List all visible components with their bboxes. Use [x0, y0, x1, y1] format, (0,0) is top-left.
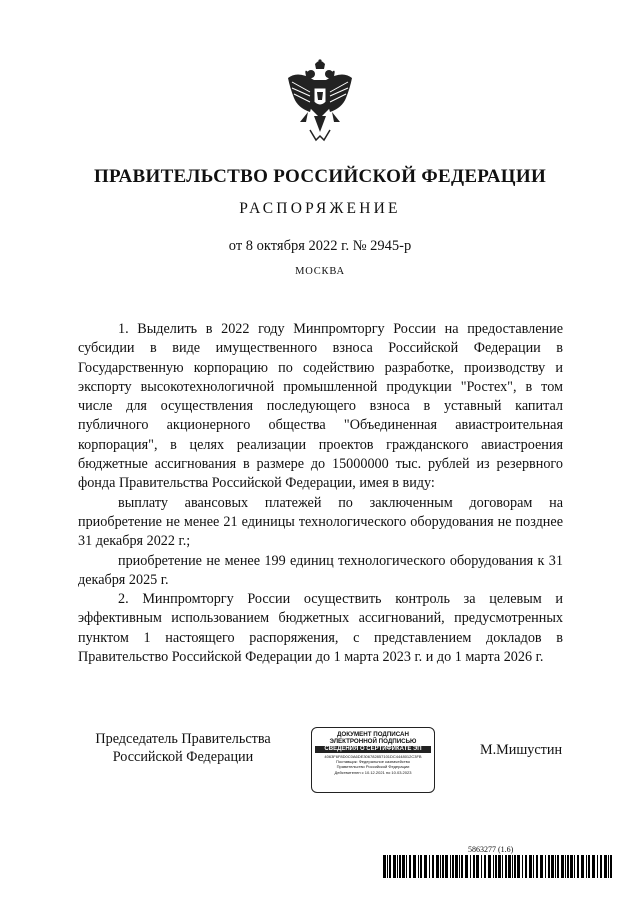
barcode-bar — [476, 855, 479, 878]
barcode-bar — [567, 855, 569, 878]
barcode-bar — [586, 855, 587, 878]
barcode-bar — [522, 855, 523, 878]
barcode-bar — [555, 855, 556, 878]
barcode-bar — [536, 855, 538, 878]
barcode-bar — [452, 855, 454, 878]
barcode-bar — [488, 855, 491, 878]
barcode-bar — [557, 855, 559, 878]
barcode-bar — [402, 855, 405, 878]
signatory-role-line: Российской Федерации — [112, 749, 254, 765]
russian-coat-of-arms-icon — [284, 58, 356, 148]
barcode-bar — [529, 855, 532, 878]
document-type: РАСПОРЯЖЕНИЕ — [239, 200, 401, 217]
stamp-supplier: Поставщик: Федеральное казначейство — [336, 759, 410, 765]
barcode-bar — [473, 855, 475, 878]
signatory-role — [78, 730, 288, 766]
barcode-bar — [432, 855, 434, 878]
barcode-bar — [540, 855, 543, 878]
stamp-owner: Правительство Российской Федерации — [336, 764, 410, 770]
barcode-bar — [592, 855, 595, 878]
stamp-validity: Действителен с 10.12.2021 по 10.03.2023 — [334, 769, 412, 775]
electronic-signature-stamp — [311, 727, 435, 793]
document-code: 5863277 (1.6) — [468, 845, 514, 854]
barcode-bar — [514, 855, 516, 878]
barcode-bar — [418, 855, 419, 878]
barcode-bar — [570, 855, 573, 878]
barcode-bar — [461, 855, 463, 878]
document-date-number: от 8 октября 2022 г. № 2945-р — [228, 238, 412, 254]
stamp-serial: 4063F6F8D0C0A6DE306782857101DC4448012C3FB — [324, 754, 422, 759]
document-city: МОСКВА — [295, 266, 345, 277]
barcode-bar — [424, 855, 427, 878]
barcode-bar — [465, 855, 468, 878]
barcode-bar — [517, 855, 520, 878]
stamp-certificate-bar: СВЕДЕНИЯ О СЕРТИФИКАТЕ ЭП — [315, 746, 431, 753]
paragraph: выплату авансовых платежей по заключенным договорам на приобретение не менее 21 единицы технологического оборудования не позднее 31 декабря 2022 г.; — [78, 494, 563, 550]
barcode-bar — [610, 855, 612, 878]
barcode-bar — [409, 855, 411, 878]
government-title: ПРАВИТЕЛЬСТВО РОССИЙСКОЙ ФЕДЕРАЦИИ — [93, 166, 547, 187]
barcode-bar — [512, 855, 513, 878]
stamp-line: ДОКУМЕНТ ПОДПИСАН — [337, 731, 409, 738]
barcode-bar — [470, 855, 471, 878]
barcode-bar — [498, 855, 501, 878]
barcode-bar — [445, 855, 448, 878]
barcode-bar — [387, 855, 388, 878]
barcode-bar — [502, 855, 503, 878]
barcode-bar — [581, 855, 584, 878]
barcode-bar — [484, 855, 486, 878]
paragraph: 2. Минпромторгу России осуществить контроль за целевым и эффективным использованием бюджетных ассигнований, предусмотренных пунктом 1 настоящего распоряжения, с представлением докладов в Правительство Российской Федерации до 1 марта 2023 г. и до 1 марта 2026 г. — [78, 591, 563, 666]
barcode-bar — [440, 855, 441, 878]
barcode-bar — [493, 855, 494, 878]
barcode-bar — [545, 855, 546, 878]
barcode-bar — [548, 855, 550, 878]
barcode-bar — [508, 855, 511, 878]
signatory-name: М.Мишустин — [480, 742, 563, 758]
barcode-bar — [436, 855, 439, 878]
barcode-bar — [565, 855, 566, 878]
barcode-bar — [389, 855, 391, 878]
barcode-bar — [505, 855, 507, 878]
barcode-bar — [574, 855, 575, 878]
barcode — [383, 855, 613, 878]
barcode-bar — [600, 855, 602, 878]
barcode-bar — [455, 855, 458, 878]
barcode-bar — [551, 855, 554, 878]
barcode-bar — [608, 855, 609, 878]
barcode-bar — [597, 855, 598, 878]
barcode-bar — [393, 855, 396, 878]
barcode-bar — [383, 855, 386, 878]
barcode-bar — [604, 855, 607, 878]
barcode-bar — [525, 855, 527, 878]
barcode-bar — [533, 855, 534, 878]
barcode-bar — [450, 855, 451, 878]
barcode-bar — [406, 855, 407, 878]
barcode-bar — [397, 855, 398, 878]
barcode-bar — [429, 855, 430, 878]
barcode-bar — [577, 855, 579, 878]
barcode-bar — [481, 855, 482, 878]
barcode-bar — [495, 855, 497, 878]
stamp-line: ЭЛЕКТРОННОЙ ПОДПИСЬЮ — [329, 738, 417, 745]
signatory-role-line: Председатель Правительства — [95, 731, 271, 747]
barcode-bar — [442, 855, 444, 878]
barcode-bar — [413, 855, 416, 878]
paragraph: 1. Выделить в 2022 году Минпромторгу России на предоставление субсидии в виде имущественного взноса Российской Федерации в Государственную корпорацию по содействию разработке, производству и экспорту высокотехнологичной промышленной продукции "Ростех", в том числе для осуществления последующего взноса в уставный капитал публичного акционерного общества "Объединенная авиастроительная корпорация", в целях реализации проектов гражданского авиастроения бюджетные ассигнования в размере до 15000000 тыс. рублей из резервного фонда Правительства Российской Федерации, имея в виду: — [78, 321, 563, 492]
paragraph: приобретение не менее 199 единиц технологического оборудования к 31 декабря 2025 г. — [78, 552, 563, 588]
barcode-bar — [459, 855, 460, 878]
barcode-bar — [420, 855, 422, 878]
document-body — [78, 320, 563, 667]
barcode-bar — [588, 855, 590, 878]
barcode-bar — [399, 855, 401, 878]
barcode-bar — [561, 855, 564, 878]
